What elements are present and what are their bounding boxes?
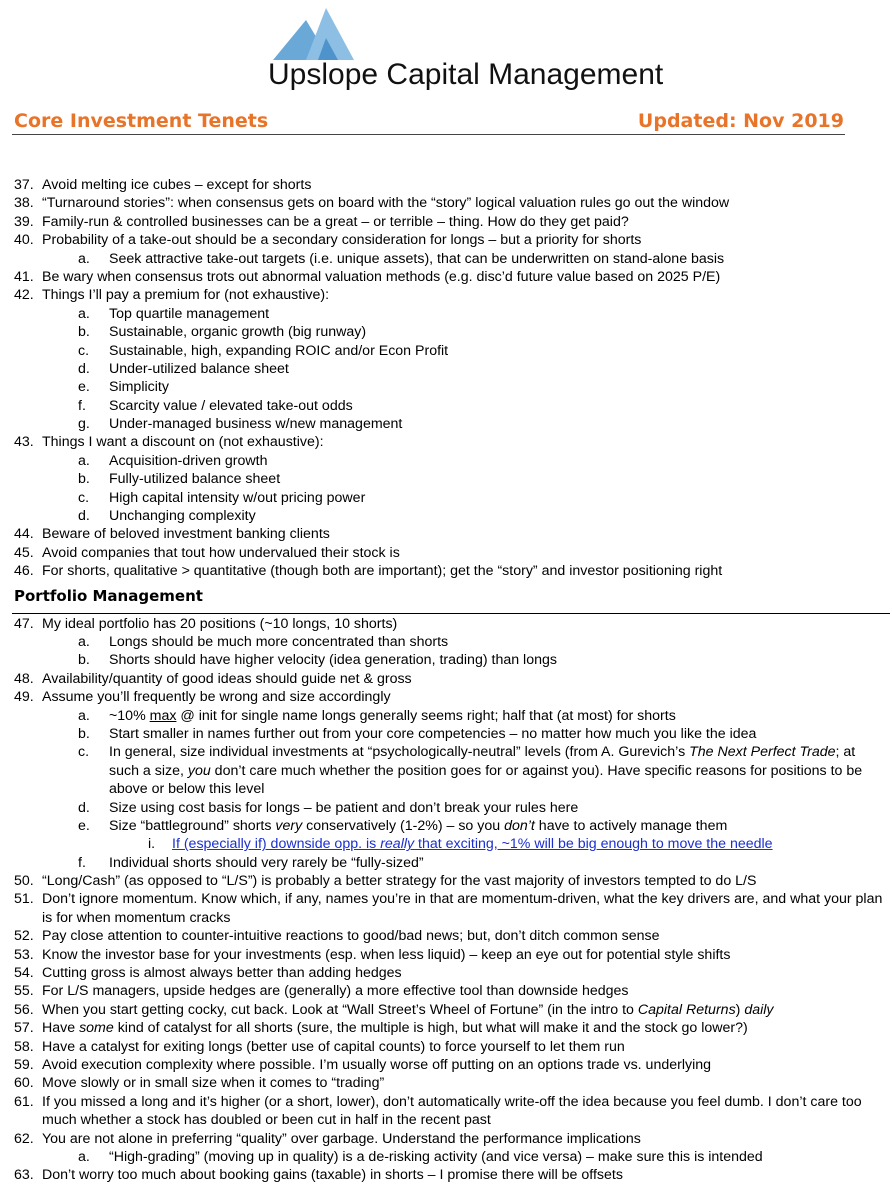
list-item: 60. Move slowly or in small size when it comes to “trading” [14,1075,385,1092]
list-subitem: a. Acquisition-driven growth [78,452,268,469]
list-item: 40. Probability of a take-out should be a secondary consideration for longs – but a priority for shorts [14,232,642,249]
list-item: 41. Be wary when consensus trots out abnormal valuation methods (e.g. disc’d future value based on 2025 P/E) [14,268,721,285]
list-item: 63. Don’t worry too much about booking gains (taxable) in shorts – I promise there will be offsets [14,1167,623,1184]
list-item: 56. When you start getting cocky, cut back. Look at “Wall Street’s Wheel of Fortune” (in the intro to Capital Returns) daily [14,1001,774,1018]
list-subitem: a. Top quartile management [78,305,270,322]
section-divider [12,613,890,614]
list-subitem: a. ~10% max @ init for single name longs generally seems right; half that (at most) for shorts [78,707,676,724]
list-item: 47. My ideal portfolio has 20 positions (~10 longs, 10 shorts) [14,615,398,632]
list-subitem: g. Under-managed business w/new management [78,416,403,433]
updated-date: Updated: Nov 2019 [637,110,844,132]
list-item: 52. Pay close attention to counter-intuitive reactions to good/bad news; but, don’t ditch common sense [14,928,660,945]
list-subitem: b. Fully-utilized balance sheet [78,471,281,488]
company-name: Upslope Capital Management [268,58,664,91]
list-item: 39. Family-run & controlled businesses can be a great – or terrible – thing. How do they get paid? [14,213,629,230]
list-item: 51. Don’t ignore momentum. Know which, if any, names you’re in that are momentum-driven, what the key drivers are, and what your plan is for when momentum cracks [14,891,883,926]
list-subsubitem-link[interactable]: i. If (especially if) downside opp. is really that exciting, ~1% will be big enough to move the needle [148,836,773,853]
list-item: 49. Assume you’ll frequently be wrong and size accordingly [14,689,391,706]
header-divider [12,134,845,135]
list-item: 61. If you missed a long and it’s higher (or a short, lower), don’t automatically write-off the idea because you feel dumb. I don’t care too much whether a stock has doubled or been cut in half in the recent past [14,1093,862,1129]
list-subitem: b. Start smaller in names further out from your core competencies – no matter how much you like the idea [78,725,757,742]
list-item: 42. Things I’ll pay a premium for (not exhaustive): [14,287,330,304]
list-item: 48. Availability/quantity of good ideas should guide net & gross [14,670,412,687]
list-item: 38. “Turnaround stories”: when consensus gets on board with the “story” logical valuation rules go out the window [14,195,730,212]
list-item: 45. Avoid companies that tout how undervalued their stock is [14,544,400,561]
list-subitem: e. Size “battleground” shorts very conservatively (1-2%) – so you don’t have to actively manage them [78,817,728,834]
list-item: 58. Have a catalyst for exiting longs (better use of capital counts) to force yourself to let them run [14,1038,625,1055]
page-title: Core Investment Tenets [14,110,269,132]
list-item: 57. Have some kind of catalyst for all shorts (sure, the multiple is high, but what will make it and the stock go lower?) [14,1020,748,1037]
list-item: 37. Avoid melting ice cubes – except for shorts [14,177,312,193]
list-item: 59. Avoid execution complexity where possible. I’m usually worse off putting on an options trade vs. underlying [14,1057,712,1073]
list-subitem: d. Size using cost basis for longs – be patient and don’t break your rules here [78,799,579,816]
list-subitem: f. Scarcity value / elevated take-out odds [78,397,353,414]
list-item: 55. For L/S managers, upside hedges are (generally) a more effective tool than downside hedges [14,983,629,1000]
list-subitem: d. Under-utilized balance sheet [78,360,289,377]
section-heading-portfolio-management: Portfolio Management [14,586,203,605]
list-subitem: d. Unchanging complexity [78,508,256,525]
list-subitem: a. Longs should be much more concentrated than shorts [78,633,449,650]
list-subitem: c. In general, size individual investments at “psychologically-neutral” levels (from A. Gurevich’s The Next Perfect Trade; at such a size, you don’t care much whether the position goes for or against you). Have specific reasons for positions to be above or below this level [78,744,863,798]
list-subitem: f. Individual shorts should very rarely be “fully-sized” [78,854,424,871]
list-item: 62. You are not alone in preferring “quality” over garbage. Understand the performance implications [14,1130,641,1147]
list-item: 44. Beware of beloved investment banking clients [14,526,330,543]
list-subitem: e. Simplicity [78,379,169,396]
document-body [14,176,884,1185]
list-item: 54. Cutting gross is almost always better than adding hedges [14,965,402,982]
list-subitem: c. Sustainable, high, expanding ROIC and/or Econ Profit [78,342,449,359]
mountain-logo-icon [268,8,378,63]
list-subitem: a. “High-grading” (moving up in quality) is a de-risking activity (and vice versa) – make sure this is intended [78,1148,763,1165]
list-item: 53. Know the investor base for your investments (esp. when less liquid) – keep an eye out for potential style shifts [14,946,731,963]
list-subitem: c. High capital intensity w/out pricing power [78,489,366,506]
list-item: 50. “Long/Cash” (as opposed to “L/S”) is probably a better strategy for the vast majority of investors tempted to do L/S [14,873,757,890]
list-subitem: b. Shorts should have higher velocity (idea generation, trading) than longs [78,652,557,669]
list-subitem: b. Sustainable, organic growth (big runway) [78,324,367,341]
list-item: 46. For shorts, qualitative > quantitative (though both are important); get the “story” and investor positioning right [14,563,723,580]
list-subitem: a. Seek attractive take-out targets (i.e. unique assets), that can be underwritten on stand-alone basis [78,250,725,267]
list-item: 43. Things I want a discount on (not exhaustive): [14,434,324,451]
